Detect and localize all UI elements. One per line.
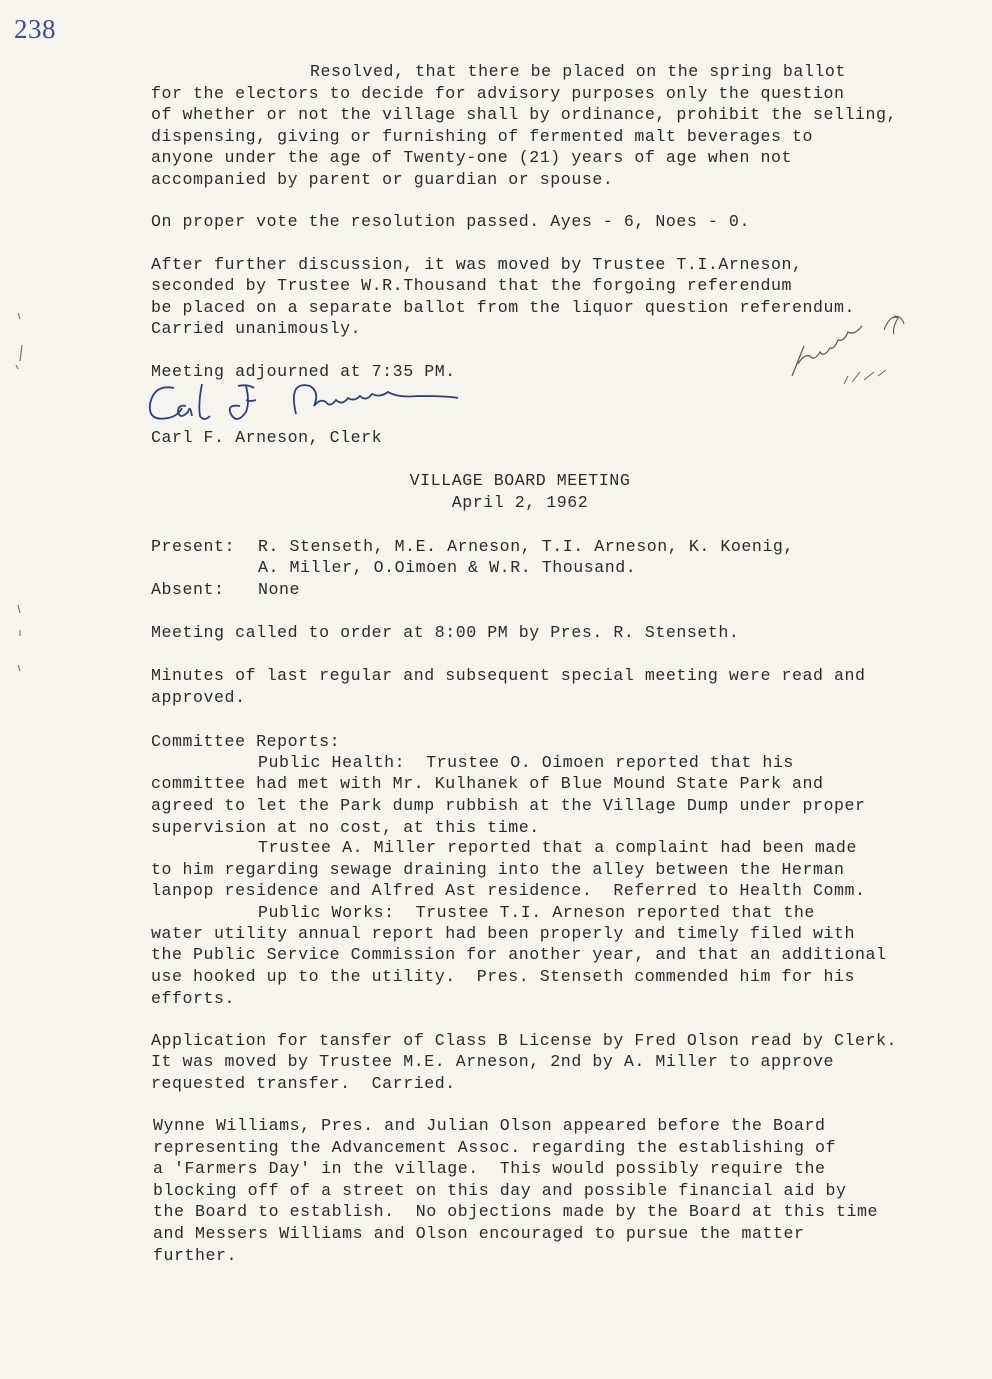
present-label: Present: bbox=[151, 537, 236, 556]
meeting-title: VILLAGE BOARD MEETING bbox=[409, 471, 631, 490]
margin-marks bbox=[10, 305, 40, 685]
present-names: R. Stenseth, M.E. Arneson, T.I. Arneson, K. Koenig, bbox=[258, 537, 794, 556]
committee-line: Public Health: Trustee O. Oimoen reported that his bbox=[258, 753, 794, 772]
resolution-line: dispensing, giving or furnishing of fermented malt beverages to bbox=[151, 127, 813, 146]
committee-heading: Committee Reports: bbox=[151, 732, 341, 751]
discussion-line: be placed on a separate ballot from the liquor question referendum. bbox=[151, 298, 856, 317]
license-line: requested transfer. Carried. bbox=[151, 1074, 456, 1093]
committee-line: committee had met with Mr. Kulhanek of Blue Mound State Park and bbox=[151, 774, 824, 793]
committee-line: the Public Service Commission for another year, and that an additional bbox=[151, 945, 887, 964]
clerk-signature bbox=[146, 380, 466, 430]
farmers-day-line: representing the Advancement Assoc. regarding the establishing of bbox=[153, 1138, 837, 1157]
committee-line: lanpop residence and Alfred Ast residence. Referred to Health Comm. bbox=[151, 881, 866, 900]
farmers-day-line: the Board to establish. No objections made by the Board at this time bbox=[153, 1202, 879, 1221]
discussion-line: After further discussion, it was moved by Trustee T.I.Arneson, bbox=[151, 255, 803, 274]
discussion-line: Carried unanimously. bbox=[151, 319, 362, 338]
committee-line: to him regarding sewage draining into the alley between the Herman bbox=[151, 860, 845, 879]
vote-result: On proper vote the resolution passed. Ayes - 6, Noes - 0. bbox=[151, 212, 750, 231]
committee-line: use hooked up to the utility. Pres. Stenseth commended him for his bbox=[151, 967, 856, 986]
meeting-date: April 2, 1962 bbox=[451, 493, 589, 512]
present-names: A. Miller, O.Oimoen & W.R. Thousand. bbox=[258, 558, 637, 577]
resolution-line: for the electors to decide for advisory purposes only the question bbox=[151, 84, 845, 103]
absent-label: Absent: bbox=[151, 580, 225, 599]
license-line: Application for tansfer of Class B License by Fred Olson read by Clerk. bbox=[151, 1031, 898, 1050]
absent-value: None bbox=[258, 580, 301, 599]
resolution-line: accompanied by parent or guardian or spouse. bbox=[151, 170, 614, 189]
clerk-name: Carl F. Arneson, Clerk bbox=[151, 428, 383, 447]
minutes-line: approved. bbox=[151, 688, 246, 707]
resolution-line: Resolved, that there be placed on the spring ballot bbox=[310, 62, 846, 81]
farmers-day-line: and Messers Williams and Olson encouraged to pursue the matter bbox=[153, 1224, 805, 1243]
license-line: It was moved by Trustee M.E. Arneson, 2nd by A. Miller to approve bbox=[151, 1052, 835, 1071]
minutes-line: Minutes of last regular and subsequent special meeting were read and bbox=[151, 666, 866, 685]
farmers-day-line: blocking off of a street on this day and possible financial aid by bbox=[153, 1181, 847, 1200]
committee-line: agreed to let the Park dump rubbish at the Village Dump under proper bbox=[151, 796, 866, 815]
farmers-day-line: Wynne Williams, Pres. and Julian Olson appeared before the Board bbox=[153, 1116, 826, 1135]
adjourned-line: Meeting adjourned at 7:35 PM. bbox=[151, 362, 456, 381]
resolution-line: anyone under the age of Twenty-one (21) years of age when not bbox=[151, 148, 792, 167]
approval-initials bbox=[784, 306, 924, 396]
resolution-line: of whether or not the village shall by ordinance, prohibit the selling, bbox=[151, 105, 898, 124]
page-number: 238 bbox=[14, 14, 56, 44]
farmers-day-line: a 'Farmers Day' in the village. This would possibly require the bbox=[153, 1159, 826, 1178]
discussion-line: seconded by Trustee W.R.Thousand that the forgoing referendum bbox=[151, 276, 792, 295]
committee-line: water utility annual report had been properly and timely filed with bbox=[151, 924, 856, 943]
committee-line: Trustee A. Miller reported that a complaint had been made bbox=[258, 838, 857, 857]
committee-line: efforts. bbox=[151, 989, 236, 1008]
committee-line: supervision at no cost, at this time. bbox=[151, 818, 540, 837]
farmers-day-line: further. bbox=[153, 1246, 238, 1265]
committee-line: Public Works: Trustee T.I. Arneson reported that the bbox=[258, 903, 815, 922]
called-to-order: Meeting called to order at 8:00 PM by Pres. R. Stenseth. bbox=[151, 623, 740, 642]
